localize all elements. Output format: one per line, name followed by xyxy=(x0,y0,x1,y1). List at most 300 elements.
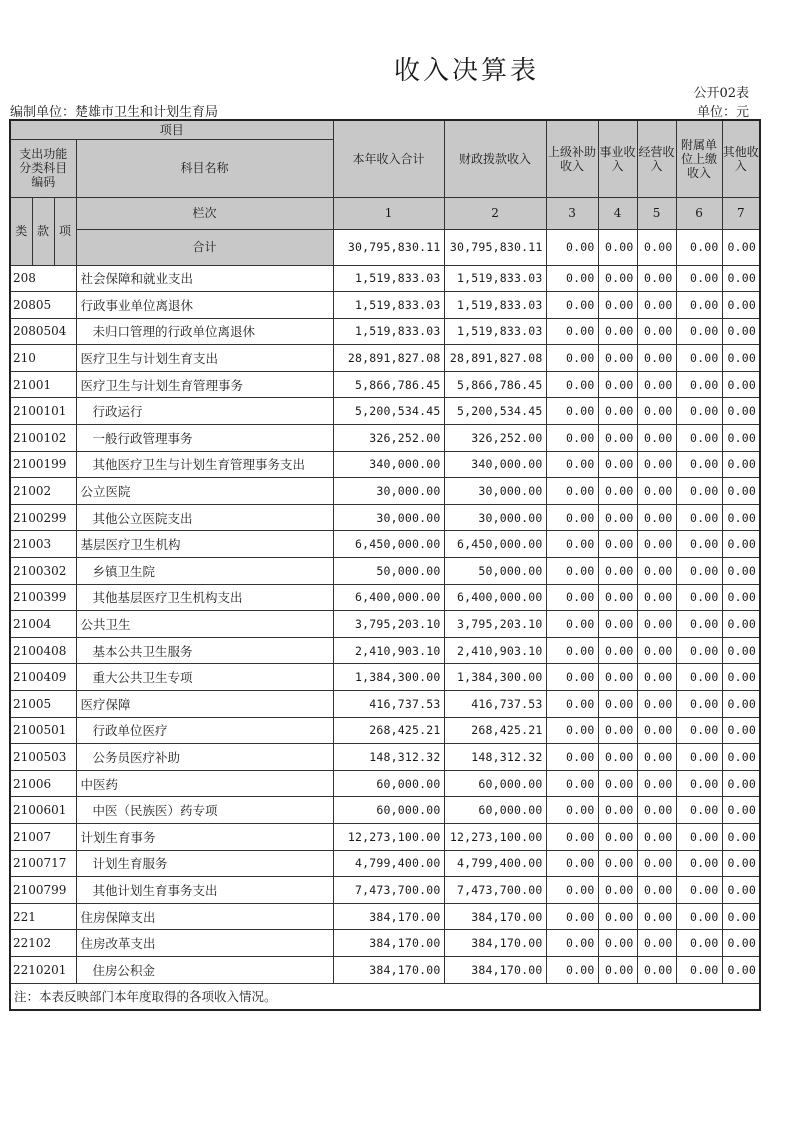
row-value-3: 0.00 xyxy=(546,744,598,771)
row-value-6: 0.00 xyxy=(676,850,722,877)
row-value-2: 326,252.00 xyxy=(444,425,546,452)
row-value-7: 0.00 xyxy=(722,770,760,797)
row-code: 2100799 xyxy=(10,877,76,904)
row-value-4: 0.00 xyxy=(598,850,637,877)
row-name: 基层医疗卫生机构 xyxy=(76,531,333,558)
row-value-4: 0.00 xyxy=(598,744,637,771)
row-name: 行政运行 xyxy=(76,398,333,425)
row-value-2: 148,312.32 xyxy=(444,744,546,771)
table-row xyxy=(10,318,760,345)
table-row xyxy=(10,558,760,585)
row-value-1: 7,473,700.00 xyxy=(333,877,444,904)
row-value-6: 0.00 xyxy=(676,584,722,611)
row-value-3: 0.00 xyxy=(546,478,598,505)
col-num-2: 2 xyxy=(444,197,546,229)
table-row xyxy=(10,850,760,877)
row-value-1: 1,519,833.03 xyxy=(333,292,444,319)
col-num-4: 4 xyxy=(598,197,637,229)
header-kuan: 款 xyxy=(32,197,54,265)
row-value-3: 0.00 xyxy=(546,371,598,398)
row-value-6: 0.00 xyxy=(676,265,722,292)
row-value-7: 0.00 xyxy=(722,531,760,558)
row-value-7: 0.00 xyxy=(722,637,760,664)
row-value-6: 0.00 xyxy=(676,637,722,664)
row-value-3: 0.00 xyxy=(546,850,598,877)
row-value-5: 0.00 xyxy=(637,318,676,345)
table-note: 注：本表反映部门本年度取得的各项收入情况。 xyxy=(10,983,760,1010)
row-value-4: 0.00 xyxy=(598,345,637,372)
row-value-7: 0.00 xyxy=(722,292,760,319)
row-value-6: 0.00 xyxy=(676,558,722,585)
row-value-2: 28,891,827.08 xyxy=(444,345,546,372)
table-row xyxy=(10,717,760,744)
table-row xyxy=(10,664,760,691)
row-value-5: 0.00 xyxy=(637,637,676,664)
total-value-6: 0.00 xyxy=(676,229,722,265)
row-code: 2100199 xyxy=(10,451,76,478)
row-value-2: 4,799,400.00 xyxy=(444,850,546,877)
row-value-4: 0.00 xyxy=(598,558,637,585)
row-value-5: 0.00 xyxy=(637,451,676,478)
page-title: 收入决算表 xyxy=(393,56,539,86)
row-value-7: 0.00 xyxy=(722,584,760,611)
row-name: 乡镇卫生院 xyxy=(76,558,333,585)
row-code: 2100299 xyxy=(10,504,76,531)
row-value-1: 5,200,534.45 xyxy=(333,398,444,425)
table-body xyxy=(10,265,760,983)
table-row xyxy=(10,877,760,904)
row-value-6: 0.00 xyxy=(676,425,722,452)
table-row xyxy=(10,265,760,292)
row-name: 计划生育事务 xyxy=(76,823,333,850)
header-project: 项目 xyxy=(10,120,333,139)
row-value-4: 0.00 xyxy=(598,823,637,850)
row-value-1: 340,000.00 xyxy=(333,451,444,478)
row-code: 21001 xyxy=(10,371,76,398)
total-value-4: 0.00 xyxy=(598,229,637,265)
table-row xyxy=(10,903,760,930)
row-value-2: 5,866,786.45 xyxy=(444,371,546,398)
row-name: 中医（民族医）药专项 xyxy=(76,797,333,824)
header-col-2: 财政拨款收入 xyxy=(444,120,546,197)
row-value-6: 0.00 xyxy=(676,770,722,797)
row-value-3: 0.00 xyxy=(546,531,598,558)
row-value-6: 0.00 xyxy=(676,531,722,558)
row-value-4: 0.00 xyxy=(598,478,637,505)
row-value-3: 0.00 xyxy=(546,611,598,638)
row-value-1: 30,000.00 xyxy=(333,504,444,531)
organization-label: 编制单位：楚雄市卫生和计划生育局 xyxy=(10,105,219,120)
row-code: 21003 xyxy=(10,531,76,558)
row-value-7: 0.00 xyxy=(722,691,760,718)
row-value-1: 60,000.00 xyxy=(333,770,444,797)
row-value-7: 0.00 xyxy=(722,877,760,904)
row-value-1: 1,519,833.03 xyxy=(333,318,444,345)
header-name: 科目名称 xyxy=(76,139,333,197)
row-value-6: 0.00 xyxy=(676,797,722,824)
row-code: 21006 xyxy=(10,770,76,797)
row-value-4: 0.00 xyxy=(598,451,637,478)
table-row xyxy=(10,584,760,611)
row-value-5: 0.00 xyxy=(637,292,676,319)
row-value-1: 148,312.32 xyxy=(333,744,444,771)
row-value-2: 1,519,833.03 xyxy=(444,265,546,292)
table-row xyxy=(10,478,760,505)
row-value-1: 6,400,000.00 xyxy=(333,584,444,611)
row-value-5: 0.00 xyxy=(637,930,676,957)
row-value-1: 1,519,833.03 xyxy=(333,265,444,292)
row-value-5: 0.00 xyxy=(637,531,676,558)
row-value-2: 1,384,300.00 xyxy=(444,664,546,691)
header-col-1: 本年收入合计 xyxy=(333,120,444,197)
row-value-7: 0.00 xyxy=(722,744,760,771)
row-value-4: 0.00 xyxy=(598,371,637,398)
row-value-2: 416,737.53 xyxy=(444,691,546,718)
row-code: 2100503 xyxy=(10,744,76,771)
row-value-1: 5,866,786.45 xyxy=(333,371,444,398)
row-value-1: 50,000.00 xyxy=(333,558,444,585)
row-value-6: 0.00 xyxy=(676,451,722,478)
row-name: 行政单位医疗 xyxy=(76,717,333,744)
row-name: 行政事业单位离退休 xyxy=(76,292,333,319)
row-value-6: 0.00 xyxy=(676,744,722,771)
row-value-7: 0.00 xyxy=(722,478,760,505)
row-value-2: 5,200,534.45 xyxy=(444,398,546,425)
total-value-2: 30,795,830.11 xyxy=(444,229,546,265)
row-name: 未归口管理的行政单位离退休 xyxy=(76,318,333,345)
row-value-5: 0.00 xyxy=(637,425,676,452)
row-value-3: 0.00 xyxy=(546,637,598,664)
row-value-7: 0.00 xyxy=(722,318,760,345)
row-value-2: 1,519,833.03 xyxy=(444,292,546,319)
row-value-1: 60,000.00 xyxy=(333,797,444,824)
table-row xyxy=(10,637,760,664)
row-value-6: 0.00 xyxy=(676,318,722,345)
row-value-1: 384,170.00 xyxy=(333,930,444,957)
table-row xyxy=(10,531,760,558)
row-value-3: 0.00 xyxy=(546,691,598,718)
row-value-3: 0.00 xyxy=(546,903,598,930)
row-value-7: 0.00 xyxy=(722,903,760,930)
row-value-3: 0.00 xyxy=(546,504,598,531)
row-value-6: 0.00 xyxy=(676,504,722,531)
row-value-3: 0.00 xyxy=(546,956,598,983)
table-row xyxy=(10,611,760,638)
row-value-2: 384,170.00 xyxy=(444,956,546,983)
row-value-5: 0.00 xyxy=(637,478,676,505)
total-value-1: 30,795,830.11 xyxy=(333,229,444,265)
row-value-4: 0.00 xyxy=(598,292,637,319)
row-value-2: 1,519,833.03 xyxy=(444,318,546,345)
table-row xyxy=(10,345,760,372)
row-value-6: 0.00 xyxy=(676,956,722,983)
row-value-3: 0.00 xyxy=(546,318,598,345)
row-value-5: 0.00 xyxy=(637,770,676,797)
col-num-7: 7 xyxy=(722,197,760,229)
row-value-5: 0.00 xyxy=(637,584,676,611)
row-code: 2100408 xyxy=(10,637,76,664)
row-value-1: 12,273,100.00 xyxy=(333,823,444,850)
form-number: 公开02表 xyxy=(693,86,749,101)
row-code: 2100399 xyxy=(10,584,76,611)
row-code: 2100101 xyxy=(10,398,76,425)
row-code: 2100501 xyxy=(10,717,76,744)
row-value-3: 0.00 xyxy=(546,770,598,797)
row-value-4: 0.00 xyxy=(598,265,637,292)
row-value-7: 0.00 xyxy=(722,504,760,531)
row-value-3: 0.00 xyxy=(546,292,598,319)
row-value-6: 0.00 xyxy=(676,398,722,425)
row-value-7: 0.00 xyxy=(722,398,760,425)
row-value-1: 416,737.53 xyxy=(333,691,444,718)
row-code: 21002 xyxy=(10,478,76,505)
row-value-5: 0.00 xyxy=(637,664,676,691)
row-value-6: 0.00 xyxy=(676,611,722,638)
row-value-4: 0.00 xyxy=(598,318,637,345)
row-value-5: 0.00 xyxy=(637,823,676,850)
total-value-5: 0.00 xyxy=(637,229,676,265)
row-name: 一般行政管理事务 xyxy=(76,425,333,452)
row-name: 计划生育服务 xyxy=(76,850,333,877)
row-value-4: 0.00 xyxy=(598,584,637,611)
table-row xyxy=(10,823,760,850)
row-code: 221 xyxy=(10,903,76,930)
row-value-7: 0.00 xyxy=(722,265,760,292)
header-col-5: 经营收入 xyxy=(637,120,676,197)
row-value-7: 0.00 xyxy=(722,664,760,691)
row-code: 2100102 xyxy=(10,425,76,452)
row-value-5: 0.00 xyxy=(637,611,676,638)
row-value-6: 0.00 xyxy=(676,717,722,744)
table-row xyxy=(10,504,760,531)
row-name: 其他计划生育事务支出 xyxy=(76,877,333,904)
row-value-4: 0.00 xyxy=(598,956,637,983)
row-value-1: 28,891,827.08 xyxy=(333,345,444,372)
row-value-4: 0.00 xyxy=(598,531,637,558)
row-value-7: 0.00 xyxy=(722,611,760,638)
row-code: 2100302 xyxy=(10,558,76,585)
row-value-2: 7,473,700.00 xyxy=(444,877,546,904)
row-value-5: 0.00 xyxy=(637,691,676,718)
table-row xyxy=(10,451,760,478)
row-value-4: 0.00 xyxy=(598,664,637,691)
header-col-7: 其他收入 xyxy=(722,120,760,197)
row-code: 210 xyxy=(10,345,76,372)
row-code: 2210201 xyxy=(10,956,76,983)
row-value-6: 0.00 xyxy=(676,371,722,398)
row-value-4: 0.00 xyxy=(598,797,637,824)
row-value-7: 0.00 xyxy=(722,451,760,478)
row-value-3: 0.00 xyxy=(546,797,598,824)
col-num-6: 6 xyxy=(676,197,722,229)
row-value-5: 0.00 xyxy=(637,265,676,292)
header-col-4: 事业收入 xyxy=(598,120,637,197)
row-name: 医疗卫生与计划生育管理事务 xyxy=(76,371,333,398)
row-name: 其他医疗卫生与计划生育管理事务支出 xyxy=(76,451,333,478)
row-value-7: 0.00 xyxy=(722,850,760,877)
row-value-5: 0.00 xyxy=(637,398,676,425)
row-value-7: 0.00 xyxy=(722,345,760,372)
row-value-6: 0.00 xyxy=(676,292,722,319)
row-name: 公共卫生 xyxy=(76,611,333,638)
row-value-5: 0.00 xyxy=(637,956,676,983)
row-value-4: 0.00 xyxy=(598,504,637,531)
row-value-2: 60,000.00 xyxy=(444,770,546,797)
row-name: 医疗卫生与计划生育支出 xyxy=(76,345,333,372)
row-value-3: 0.00 xyxy=(546,877,598,904)
row-value-7: 0.00 xyxy=(722,425,760,452)
row-value-1: 6,450,000.00 xyxy=(333,531,444,558)
row-value-2: 384,170.00 xyxy=(444,903,546,930)
row-value-1: 384,170.00 xyxy=(333,903,444,930)
unit-label: 单位：元 xyxy=(696,105,749,120)
row-value-6: 0.00 xyxy=(676,691,722,718)
row-value-4: 0.00 xyxy=(598,611,637,638)
row-code: 21005 xyxy=(10,691,76,718)
col-num-5: 5 xyxy=(637,197,676,229)
row-code: 21004 xyxy=(10,611,76,638)
row-value-3: 0.00 xyxy=(546,823,598,850)
row-code: 2100601 xyxy=(10,797,76,824)
row-value-2: 3,795,203.10 xyxy=(444,611,546,638)
row-name: 重大公共卫生专项 xyxy=(76,664,333,691)
header-code: 支出功能分类科目编码 xyxy=(10,139,76,197)
total-value-3: 0.00 xyxy=(546,229,598,265)
header-xiang: 项 xyxy=(54,197,76,265)
row-value-5: 0.00 xyxy=(637,558,676,585)
row-value-7: 0.00 xyxy=(722,823,760,850)
row-value-2: 340,000.00 xyxy=(444,451,546,478)
row-value-1: 1,384,300.00 xyxy=(333,664,444,691)
row-value-5: 0.00 xyxy=(637,903,676,930)
row-value-4: 0.00 xyxy=(598,691,637,718)
row-value-6: 0.00 xyxy=(676,664,722,691)
row-value-7: 0.00 xyxy=(722,717,760,744)
row-value-3: 0.00 xyxy=(546,451,598,478)
table-row xyxy=(10,956,760,983)
row-name: 公立医院 xyxy=(76,478,333,505)
col-num-1: 1 xyxy=(333,197,444,229)
header-col-6: 附属单位上缴收入 xyxy=(676,120,722,197)
row-value-2: 30,000.00 xyxy=(444,504,546,531)
table-row xyxy=(10,425,760,452)
row-value-4: 0.00 xyxy=(598,770,637,797)
row-value-3: 0.00 xyxy=(546,664,598,691)
row-value-7: 0.00 xyxy=(722,797,760,824)
header-lanci: 栏次 xyxy=(76,197,333,229)
total-value-7: 0.00 xyxy=(722,229,760,265)
row-code: 2080504 xyxy=(10,318,76,345)
row-value-6: 0.00 xyxy=(676,823,722,850)
row-value-2: 2,410,903.10 xyxy=(444,637,546,664)
row-value-4: 0.00 xyxy=(598,398,637,425)
table-row xyxy=(10,770,760,797)
row-value-3: 0.00 xyxy=(546,398,598,425)
row-value-6: 0.00 xyxy=(676,930,722,957)
row-value-6: 0.00 xyxy=(676,877,722,904)
row-value-1: 2,410,903.10 xyxy=(333,637,444,664)
header-lei: 类 xyxy=(10,197,32,265)
row-code: 208 xyxy=(10,265,76,292)
row-value-2: 6,400,000.00 xyxy=(444,584,546,611)
row-value-5: 0.00 xyxy=(637,504,676,531)
row-name: 基本公共卫生服务 xyxy=(76,637,333,664)
table-row xyxy=(10,930,760,957)
row-value-2: 268,425.21 xyxy=(444,717,546,744)
row-value-5: 0.00 xyxy=(637,744,676,771)
row-value-5: 0.00 xyxy=(637,850,676,877)
row-value-7: 0.00 xyxy=(722,371,760,398)
table-row xyxy=(10,398,760,425)
row-value-3: 0.00 xyxy=(546,265,598,292)
row-value-4: 0.00 xyxy=(598,425,637,452)
row-name: 住房公积金 xyxy=(76,956,333,983)
row-code: 22102 xyxy=(10,930,76,957)
row-value-2: 384,170.00 xyxy=(444,930,546,957)
row-value-1: 384,170.00 xyxy=(333,956,444,983)
row-value-3: 0.00 xyxy=(546,717,598,744)
row-value-3: 0.00 xyxy=(546,584,598,611)
row-code: 21007 xyxy=(10,823,76,850)
row-value-2: 60,000.00 xyxy=(444,797,546,824)
row-value-2: 12,273,100.00 xyxy=(444,823,546,850)
row-code: 2100409 xyxy=(10,664,76,691)
row-value-4: 0.00 xyxy=(598,903,637,930)
row-value-1: 268,425.21 xyxy=(333,717,444,744)
row-code: 20805 xyxy=(10,292,76,319)
table-row xyxy=(10,744,760,771)
col-num-3: 3 xyxy=(546,197,598,229)
row-name: 医疗保障 xyxy=(76,691,333,718)
row-name: 其他公立医院支出 xyxy=(76,504,333,531)
row-value-6: 0.00 xyxy=(676,345,722,372)
table-row xyxy=(10,292,760,319)
row-code: 2100717 xyxy=(10,850,76,877)
row-value-7: 0.00 xyxy=(722,558,760,585)
row-name: 住房改革支出 xyxy=(76,930,333,957)
row-value-3: 0.00 xyxy=(546,345,598,372)
row-value-3: 0.00 xyxy=(546,558,598,585)
total-label: 合计 xyxy=(76,229,333,265)
row-value-1: 3,795,203.10 xyxy=(333,611,444,638)
row-value-4: 0.00 xyxy=(598,717,637,744)
row-value-6: 0.00 xyxy=(676,478,722,505)
row-value-3: 0.00 xyxy=(546,425,598,452)
header-col-3: 上级补助收入 xyxy=(546,120,598,197)
row-value-2: 6,450,000.00 xyxy=(444,531,546,558)
row-value-6: 0.00 xyxy=(676,903,722,930)
row-value-4: 0.00 xyxy=(598,637,637,664)
row-value-5: 0.00 xyxy=(637,797,676,824)
row-value-5: 0.00 xyxy=(637,877,676,904)
row-value-4: 0.00 xyxy=(598,877,637,904)
row-name: 社会保障和就业支出 xyxy=(76,265,333,292)
row-name: 公务员医疗补助 xyxy=(76,744,333,771)
row-value-5: 0.00 xyxy=(637,717,676,744)
row-value-1: 4,799,400.00 xyxy=(333,850,444,877)
row-value-2: 50,000.00 xyxy=(444,558,546,585)
row-name: 住房保障支出 xyxy=(76,903,333,930)
row-value-1: 30,000.00 xyxy=(333,478,444,505)
row-value-4: 0.00 xyxy=(598,930,637,957)
row-name: 其他基层医疗卫生机构支出 xyxy=(76,584,333,611)
table-row xyxy=(10,371,760,398)
table-row xyxy=(10,797,760,824)
row-value-7: 0.00 xyxy=(722,930,760,957)
row-value-7: 0.00 xyxy=(722,956,760,983)
row-value-3: 0.00 xyxy=(546,930,598,957)
row-value-5: 0.00 xyxy=(637,371,676,398)
